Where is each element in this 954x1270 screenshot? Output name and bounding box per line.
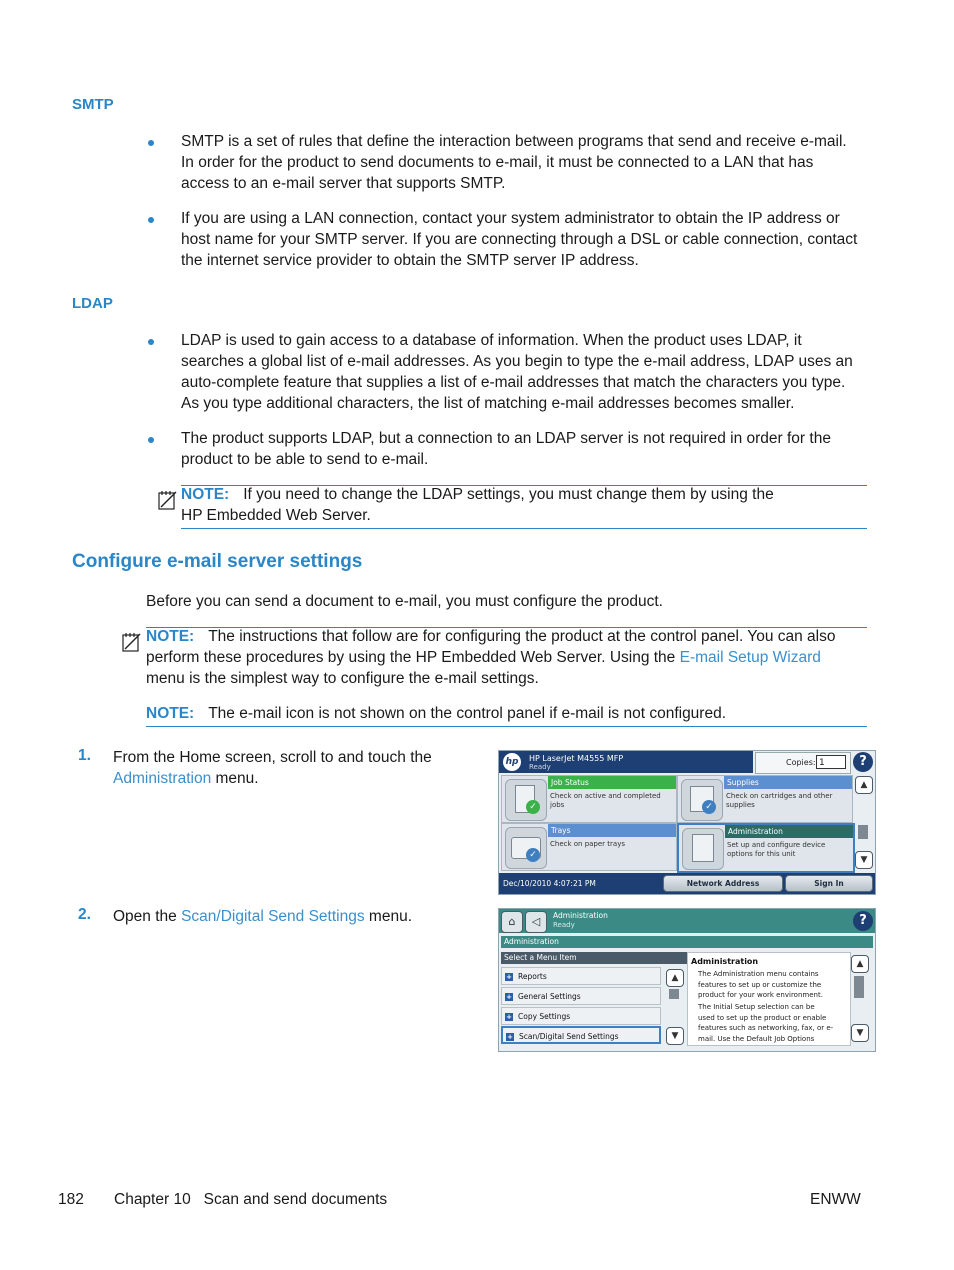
job-status-icon: ✓ (505, 779, 547, 821)
text-line: As you type additional characters, the list of matching e-mail addresses becomes smaller. (181, 395, 795, 412)
step-text: menu. (211, 770, 259, 787)
step-text: Open the (113, 908, 182, 925)
scroll-up-icon[interactable]: ▲ (666, 969, 684, 987)
text-line: the internet service provider to obtain the SMTP server IP address. (181, 252, 639, 269)
tile-label: Trays (548, 824, 676, 837)
scroll-bar[interactable] (853, 773, 873, 869)
description-line: used to set up the product or enable (698, 1013, 827, 1022)
copies-box (755, 752, 851, 774)
copies-input[interactable]: 1 (816, 755, 846, 769)
control-panel-home-screenshot (498, 750, 876, 895)
bullet-icon (148, 437, 154, 443)
device-status: Ready (553, 921, 575, 929)
text-line: If you are using a LAN connection, contact your system administrator to obtain the IP address or (181, 210, 840, 227)
expand-icon: + (506, 973, 512, 981)
note-text: If you need to change the LDAP settings, you must change them by using the (243, 486, 774, 503)
hp-logo-icon: hp (503, 753, 521, 771)
note-rule-bottom (181, 528, 867, 529)
menu-item-general-settings[interactable] (501, 987, 661, 1005)
menu-item-label: General Settings (518, 992, 581, 1001)
text-line: SMTP is a set of rules that define the interaction between programs that send and receive e-mail. (181, 133, 847, 150)
smtp-bullet-2 (181, 208, 881, 271)
step-text: From the Home screen, scroll to and touch the (113, 749, 432, 766)
sign-in-button[interactable]: Sign In (785, 875, 873, 892)
note-label: NOTE: (146, 628, 195, 645)
description-line: product for your work environment. (698, 991, 823, 999)
menu-item-label: Scan/Digital Send Settings (519, 1032, 619, 1041)
note-rule-bottom (146, 726, 867, 727)
step-2-text (113, 906, 473, 927)
copies-label: Copies: (786, 758, 816, 767)
text-line: searches a global list of e-mail addresses. As you begin to type the e-mail address, LDAP uses an (181, 353, 853, 370)
tile-job-status[interactable] (501, 775, 677, 823)
tile-administration[interactable] (677, 823, 855, 873)
step-text: menu. (364, 908, 412, 925)
screen-title: Administration (553, 911, 608, 920)
description-title: Administration (691, 957, 759, 966)
tile-description: Check on active and completed jobs (550, 792, 661, 809)
help-button[interactable]: ? (853, 911, 873, 931)
scroll-down-icon[interactable]: ▼ (851, 1024, 869, 1042)
menu-item-copy-settings[interactable] (501, 1007, 661, 1025)
step-number: 1. (78, 747, 91, 764)
description-text (698, 1002, 844, 1044)
description-line: features such as networking, fax, or e- (698, 1024, 834, 1032)
smtp-bullet-1 (181, 131, 881, 194)
config-note-1 (146, 626, 871, 689)
device-name: HP LaserJet M4555 MFP (529, 754, 624, 763)
note-icon (157, 489, 179, 511)
scroll-up-icon[interactable]: ▲ (855, 776, 873, 794)
network-address-button[interactable]: Network Address (663, 875, 783, 892)
expand-icon: + (506, 1013, 512, 1021)
ldap-heading: LDAP (72, 295, 113, 312)
bullet-icon (148, 339, 154, 345)
description-panel (687, 952, 851, 1046)
description-scroll-bar[interactable] (849, 952, 871, 1044)
chapter-title: Chapter 10 Scan and send documents (114, 1191, 388, 1208)
menu-item-scan-digital-send-settings[interactable] (501, 1026, 661, 1044)
text-line: LDAP is used to gain access to a database of information. When the product uses LDAP, it (181, 332, 802, 349)
scroll-thumb[interactable] (669, 989, 679, 999)
text-line: product to be able to send to e-mail. (181, 451, 429, 468)
footer-right: ENWW (810, 1191, 861, 1208)
supplies-icon: ✓ (681, 779, 723, 821)
page-number: 182 (58, 1191, 84, 1208)
note-label: NOTE: (146, 705, 195, 722)
text-line: In order for the product to send documents to e-mail, it must be connected to a LAN that has (181, 154, 814, 171)
note-icon (121, 631, 143, 653)
menu-item-reports[interactable] (501, 967, 661, 985)
ldap-bullet-1 (181, 330, 881, 414)
tile-trays[interactable] (501, 823, 677, 871)
description-line: The Initial Setup selection can be (698, 1003, 815, 1011)
note-text: menu is the simplest way to configure the e-mail settings. (146, 670, 539, 687)
note-label: NOTE: (181, 486, 230, 503)
config-note-2 (146, 703, 871, 724)
home-icon[interactable]: ⌂ (501, 911, 523, 933)
note-text: The instructions that follow are for configuring the product at the control panel. You can also (208, 628, 836, 645)
date-time: Dec/10/2010 4:07:21 PM (503, 879, 596, 888)
text-line: host name for your SMTP server. If you are connecting through a DSL or cable connection, contact (181, 231, 858, 248)
tile-label: Supplies (724, 776, 852, 789)
tile-supplies[interactable] (677, 775, 853, 823)
administration-link[interactable]: Administration (113, 770, 212, 787)
scroll-thumb[interactable] (854, 976, 864, 998)
scroll-up-icon[interactable]: ▲ (851, 955, 869, 973)
breadcrumb: Administration (501, 936, 873, 948)
step-number: 2. (78, 906, 91, 923)
bullet-icon (148, 217, 154, 223)
description-line: The Administration menu contains (698, 970, 819, 978)
panel-footer (499, 873, 875, 894)
description-text (698, 969, 844, 1001)
tile-description: Set up and configure device options for this unit (727, 841, 826, 858)
menu-scroll-bar[interactable] (663, 967, 685, 1045)
section-heading: Configure e-mail server settings (72, 551, 363, 572)
control-panel-admin-screenshot (498, 908, 876, 1052)
device-status: Ready (529, 763, 551, 771)
note-text: HP Embedded Web Server. (181, 507, 371, 524)
tile-label: Administration (725, 825, 853, 838)
menu-item-label: Copy Settings (518, 1012, 571, 1021)
panel-title-bar (499, 909, 875, 933)
trays-icon: ✓ (505, 827, 547, 869)
menu-item-label: Reports (518, 972, 547, 981)
ldap-note (181, 484, 871, 526)
expand-icon: + (506, 993, 512, 1001)
scroll-down-icon[interactable]: ▼ (666, 1027, 684, 1045)
ldap-bullet-2 (181, 428, 881, 470)
email-setup-wizard-link[interactable]: E-mail Setup Wizard (679, 649, 821, 666)
text-line: The product supports LDAP, but a connection to an LDAP server is not required in order for the (181, 430, 831, 447)
tile-description: Check on paper trays (550, 840, 625, 848)
tile-label: Job Status (548, 776, 676, 789)
back-icon[interactable]: ◁ (525, 911, 547, 933)
intro-text: Before you can send a document to e-mail, you must configure the product. (146, 593, 663, 610)
menu-header: Select a Menu Item (501, 952, 687, 964)
scan-digital-send-settings-link[interactable]: Scan/Digital Send Settings (181, 908, 365, 925)
step-1-text (113, 747, 453, 789)
description-line: features to set up or customize the (698, 980, 822, 989)
text-line: access to an e-mail server that supports SMTP. (181, 175, 506, 192)
description-line: mail. Use the Default Job Options (698, 1034, 815, 1043)
text-line: auto-complete feature that supplies a list of e-mail addresses that match the characters you type. (181, 374, 846, 391)
tile-description: Check on cartridges and other supplies (726, 792, 833, 809)
note-text: perform these procedures by using the HP Embedded Web Server. Using the (146, 649, 680, 666)
scroll-thumb[interactable] (858, 825, 868, 839)
scroll-down-icon[interactable]: ▼ (855, 851, 873, 869)
expand-icon: + (507, 1033, 513, 1041)
panel-title-bar (499, 751, 753, 773)
help-button[interactable]: ? (853, 752, 873, 772)
note-text: The e-mail icon is not shown on the control panel if e-mail is not configured. (208, 705, 727, 722)
smtp-heading: SMTP (72, 96, 114, 113)
bullet-icon (148, 140, 154, 146)
administration-icon (682, 828, 724, 870)
